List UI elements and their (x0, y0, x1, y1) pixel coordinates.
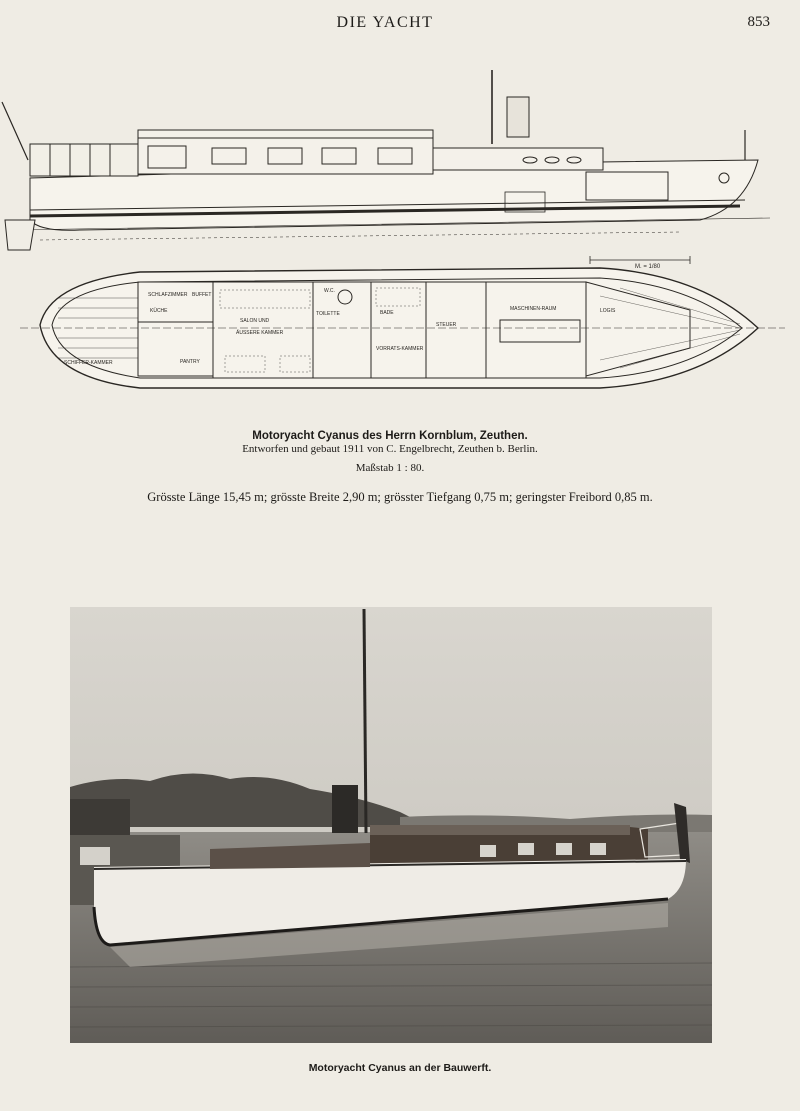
room-label: STEUER (436, 322, 457, 328)
photo-illustration (70, 607, 712, 1043)
page-number: 853 (747, 14, 770, 30)
figure-caption (100, 430, 680, 474)
room-label: SCHIFFER-KAMMER (64, 360, 113, 366)
scale-bar-label: M. = 1/80 (635, 264, 661, 270)
room-label: SCHLAFZIMMER (148, 292, 188, 298)
room-label: BUFFET (192, 292, 212, 298)
journal-title: DIE YACHT (336, 14, 434, 31)
room-label: PANTRY (180, 359, 200, 365)
running-head (0, 10, 800, 36)
room-label: MASCHINEN-RAUM (510, 306, 557, 312)
room-label: W.C. (324, 288, 335, 294)
caption-scale: Maßstab 1 : 80. (355, 462, 425, 474)
room-label: ÄUSSERE KAMMER (236, 330, 284, 336)
room-label: KÜCHE (150, 308, 168, 314)
side-elevation (2, 70, 770, 250)
caption-title: Motoryacht Cyanus des Herrn Kornblum, Zeuthen. (252, 430, 528, 442)
deck-plan (20, 268, 785, 388)
room-label: TOILETTE (316, 311, 340, 317)
yacht-plan-drawing (0, 60, 800, 420)
photo-caption: Motoryacht Cyanus an der Bauwerft. (308, 1062, 492, 1074)
room-label: VORRATS-KAMMER (376, 346, 424, 352)
dimensions-line: Grösste Länge 15,45 m; grösste Breite 2,90 m; grösster Tiefgang 0,75 m; geringster Freibord 0,85 m. (147, 490, 653, 504)
room-label: SALON UND (240, 318, 270, 324)
room-label: LOGIS (600, 308, 616, 314)
room-label: BADE (380, 310, 394, 316)
yacht-photograph (70, 607, 712, 1043)
caption-subtitle: Entworfen und gebaut 1911 von C. Engelbrecht, Zeuthen b. Berlin. (242, 443, 538, 455)
